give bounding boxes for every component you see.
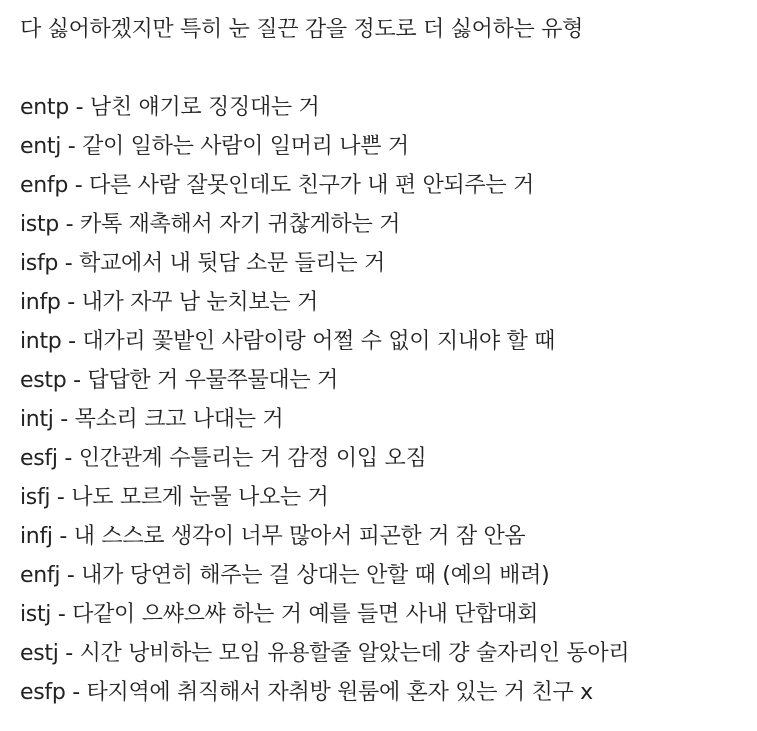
separator: - <box>65 680 87 705</box>
dislike-text: 목소리 크고 나대는 거 <box>74 407 284 432</box>
separator: - <box>61 134 83 159</box>
list-item <box>20 361 750 400</box>
list-item <box>20 556 750 595</box>
dislike-text: 남친 얘기로 징징대는 거 <box>89 95 320 120</box>
separator: - <box>61 329 83 354</box>
list-item <box>20 673 750 712</box>
mbti-type: intp <box>20 329 62 354</box>
dislike-text: 대가리 꽃밭인 사람이랑 어쩔 수 없이 지내야 할 때 <box>82 329 556 354</box>
list-item <box>20 634 750 673</box>
list-item <box>20 400 750 439</box>
mbti-type: entj <box>20 134 62 159</box>
list-item <box>20 205 750 244</box>
separator: - <box>52 524 74 549</box>
separator: - <box>66 368 88 393</box>
dislike-text: 카톡 재촉해서 자기 귀찮게하는 거 <box>80 212 401 237</box>
mbti-type: istp <box>20 212 59 237</box>
dislike-text: 답답한 거 우물쭈물대는 거 <box>87 368 338 393</box>
mbti-type: estp <box>20 368 67 393</box>
post-body <box>20 10 750 712</box>
blank-line <box>20 49 750 88</box>
separator: - <box>50 485 72 510</box>
dislike-text: 나도 모르게 눈물 나오는 거 <box>71 485 329 510</box>
list-item <box>20 127 750 166</box>
dislike-text: 다른 사람 잘못인데도 친구가 내 편 안되주는 거 <box>89 173 534 198</box>
mbti-type: enfj <box>20 563 61 588</box>
separator: - <box>60 563 82 588</box>
dislike-text: 다같이 으쌰으쌰 하는 거 예를 들면 사내 단합대회 <box>72 602 539 627</box>
mbti-type: esfj <box>20 446 58 471</box>
dislike-text: 학교에서 내 뒷담 소문 들리는 거 <box>79 251 385 276</box>
mbti-type: entp <box>20 95 69 120</box>
dislike-text: 같이 일하는 사람이 일머리 나쁜 거 <box>82 134 409 159</box>
mbti-type: intj <box>20 407 54 432</box>
list-item <box>20 478 750 517</box>
list-item <box>20 595 750 634</box>
list-item <box>20 88 750 127</box>
mbti-type: estj <box>20 641 59 666</box>
dislike-text: 내 스스로 생각이 너무 많아서 피곤한 거 잠 안옴 <box>73 524 526 549</box>
dislike-text: 내가 자꾸 남 눈치보는 거 <box>81 290 318 315</box>
dislike-text: 인간관계 수틀리는 거 감정 이입 오짐 <box>78 446 427 471</box>
list-item <box>20 517 750 556</box>
separator: - <box>58 251 80 276</box>
mbti-type: isfp <box>20 251 59 276</box>
list-item <box>20 439 750 478</box>
separator: - <box>68 95 90 120</box>
mbti-type: esfp <box>20 680 66 705</box>
dislike-text: 내가 당연히 해주는 걸 상대는 안할 때 (예의 배려) <box>81 563 550 588</box>
separator: - <box>57 446 79 471</box>
separator: - <box>58 641 80 666</box>
mbti-type: enfp <box>20 173 68 198</box>
list-item <box>20 166 750 205</box>
list-item <box>20 283 750 322</box>
separator: - <box>60 290 82 315</box>
type-list <box>20 88 750 712</box>
mbti-type: infp <box>20 290 61 315</box>
mbti-type: infj <box>20 524 53 549</box>
mbti-type: istj <box>20 602 52 627</box>
dislike-text: 타지역에 취직해서 자취방 원룸에 혼자 있는 거 친구 x <box>86 680 593 705</box>
mbti-type: isfj <box>20 485 51 510</box>
separator: - <box>51 602 73 627</box>
post-title: 다 싫어하겠지만 특히 눈 질끈 감을 정도로 더 싫어하는 유형 <box>20 17 584 42</box>
separator: - <box>68 173 90 198</box>
separator: - <box>58 212 80 237</box>
dislike-text: 시간 낭비하는 모임 유용할줄 알았는데 걍 술자리인 동아리 <box>79 641 630 666</box>
list-item <box>20 244 750 283</box>
list-item <box>20 322 750 361</box>
separator: - <box>53 407 75 432</box>
